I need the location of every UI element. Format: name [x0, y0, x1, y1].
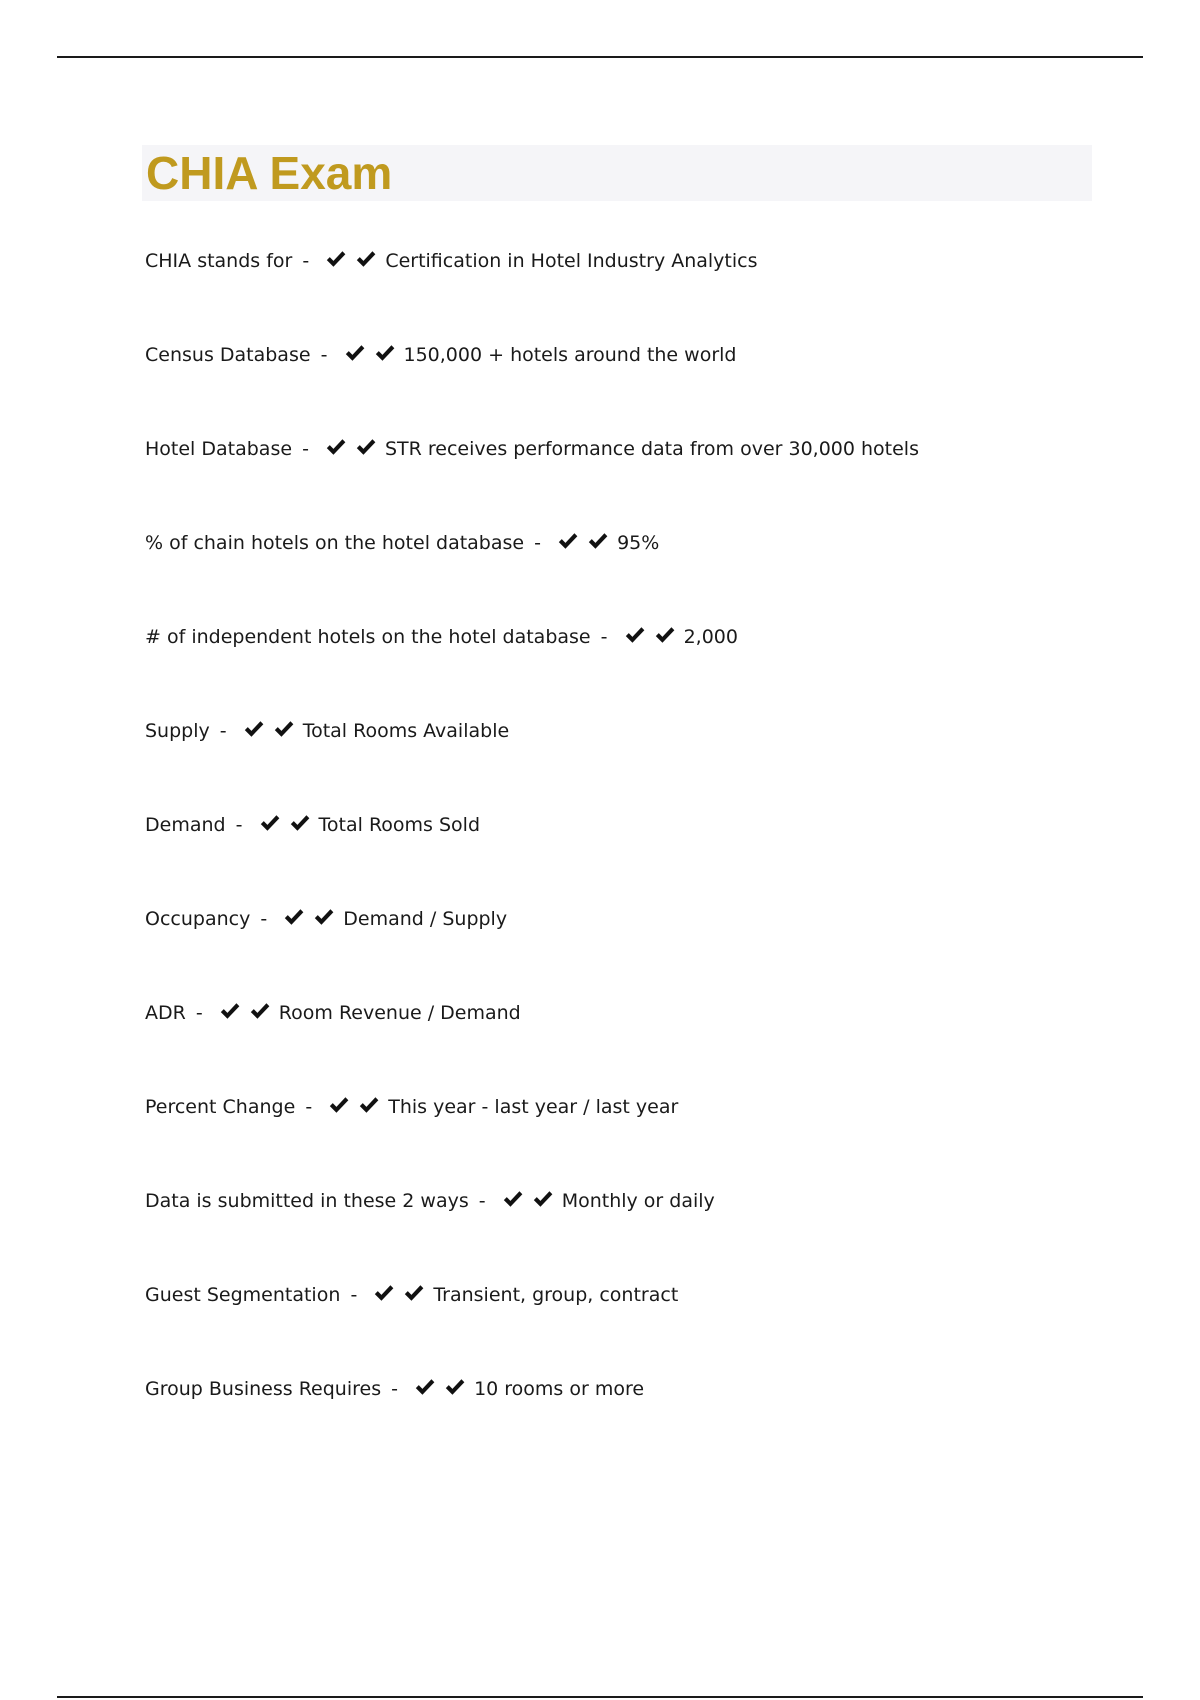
checkmark-icon	[355, 436, 377, 458]
answer-text: Total Rooms Sold	[318, 814, 481, 836]
checkmark-icon	[355, 248, 377, 270]
qa-item	[145, 1092, 1105, 1186]
question-text: Guest Segmentation	[145, 1284, 341, 1306]
checkmark-icon	[344, 342, 366, 364]
separator: -	[320, 344, 328, 366]
separator: -	[534, 532, 542, 554]
checkmark-icon	[328, 1094, 350, 1116]
question-text: CHIA stands for	[145, 250, 293, 272]
qa-item	[145, 1374, 1105, 1468]
checkmark-icon	[249, 1000, 271, 1022]
checkmark-icon	[587, 530, 609, 552]
separator: -	[302, 250, 310, 272]
checkmark-icon	[273, 718, 295, 740]
checkmark-icon	[313, 906, 335, 928]
question-text: Occupancy	[145, 908, 251, 930]
checkmark-icon	[358, 1094, 380, 1116]
checkmark-icon	[374, 342, 396, 364]
answer-text: 2,000	[683, 626, 738, 648]
checkmark-icon	[403, 1282, 425, 1304]
separator: -	[235, 814, 243, 836]
qa-item	[145, 434, 1105, 528]
checkmark-icon	[557, 530, 579, 552]
title-band	[142, 145, 1092, 201]
bottom-rule	[57, 1696, 1143, 1698]
answer-text: Monthly or daily	[561, 1190, 715, 1212]
answer-text: Total Rooms Available	[302, 720, 510, 742]
question-text: Hotel Database	[145, 438, 293, 460]
question-text: Census Database	[145, 344, 311, 366]
checkmark-icon	[414, 1376, 436, 1398]
checkmark-icon	[325, 248, 347, 270]
question-text: Data is submitted in these 2 ways	[145, 1190, 469, 1212]
checkmark-icon	[502, 1188, 524, 1210]
checkmark-icon	[373, 1282, 395, 1304]
page-title: CHIA Exam	[146, 147, 393, 199]
question-text: ADR	[145, 1002, 186, 1024]
checkmark-icon	[654, 624, 676, 646]
qa-item	[145, 246, 1105, 340]
answer-text: Demand / Supply	[343, 908, 508, 930]
qa-list	[145, 246, 1105, 1468]
qa-item	[145, 1186, 1105, 1280]
answer-text: 10 rooms or more	[474, 1378, 645, 1400]
answer-text: This year - last year / last year	[388, 1096, 679, 1118]
question-text: # of independent hotels on the hotel database	[145, 626, 591, 648]
answer-text: 150,000 + hotels around the world	[403, 344, 737, 366]
checkmark-icon	[444, 1376, 466, 1398]
answer-text: 95%	[617, 532, 660, 554]
checkmark-icon	[259, 812, 281, 834]
separator: -	[260, 908, 268, 930]
separator: -	[195, 1002, 203, 1024]
question-text: Demand	[145, 814, 226, 836]
top-rule	[57, 56, 1143, 58]
qa-item	[145, 622, 1105, 716]
answer-text: Room Revenue / Demand	[278, 1002, 521, 1024]
question-text: Percent Change	[145, 1096, 296, 1118]
checkmark-icon	[325, 436, 347, 458]
qa-item	[145, 810, 1105, 904]
separator: -	[302, 438, 309, 460]
qa-item	[145, 904, 1105, 998]
checkmark-icon	[532, 1188, 554, 1210]
checkmark-icon	[283, 906, 305, 928]
checkmark-icon	[289, 812, 311, 834]
separator: -	[478, 1190, 486, 1212]
question-text: Supply	[145, 720, 210, 742]
separator: -	[305, 1096, 313, 1118]
answer-text: Transient, group, contract	[433, 1284, 679, 1306]
separator: -	[219, 720, 227, 742]
qa-item	[145, 528, 1105, 622]
checkmark-icon	[624, 624, 646, 646]
qa-item	[145, 998, 1105, 1092]
separator: -	[391, 1378, 399, 1400]
question-text: Group Business Requires	[145, 1378, 382, 1400]
answer-text: Certification in Hotel Industry Analytics	[385, 250, 758, 272]
separator: -	[600, 626, 608, 648]
checkmark-icon	[243, 718, 265, 740]
question-text: % of chain hotels on the hotel database	[145, 532, 525, 554]
qa-item	[145, 340, 1105, 434]
answer-text: STR receives performance data from over 30,000 hotels	[384, 438, 919, 460]
qa-item	[145, 1280, 1105, 1374]
qa-item	[145, 716, 1105, 810]
separator: -	[350, 1284, 358, 1306]
checkmark-icon	[219, 1000, 241, 1022]
